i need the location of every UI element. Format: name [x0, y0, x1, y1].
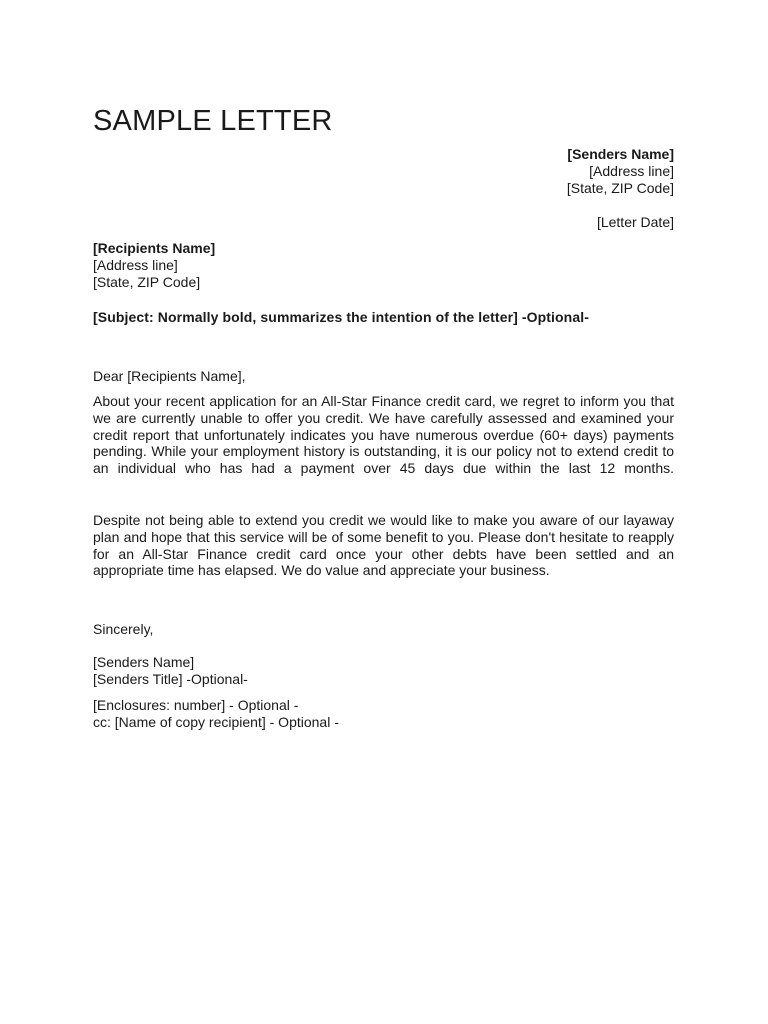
signature-title: [Senders Title] -Optional-	[93, 671, 248, 687]
recipient-state-zip: [State, ZIP Code]	[93, 274, 201, 290]
recipient-address-line: [Address line]	[93, 257, 178, 273]
signature-block	[93, 654, 248, 688]
document-title: SAMPLE LETTER	[93, 105, 333, 137]
enclosures-line: [Enclosures: number] - Optional -	[93, 697, 299, 713]
greeting: Dear [Recipients Name],	[93, 368, 246, 384]
body-paragraph-1: About your recent application for an All-Star Finance credit card, we regret to inform you that we are currently unable to offer you credit. We have carefully assessed and examined your credit report that unfortunately indicates you have numerous overdue (60+ days) payments pending. While your employment history is outstanding, it is our policy not to extend credit to an individual who has had a payment over 45 days due within the last 12 months.	[93, 393, 674, 477]
letter-page	[93, 0, 674, 1024]
enclosures-block	[93, 697, 339, 731]
body-paragraph-2: Despite not being able to extend you credit we would like to make you aware of our layaway plan and hope that this service will be of some benefit to you. Please don't hesitate to reapply for an All-Star Finance credit card once your other debts have been settled and an appropriate time has elapsed. We do value and appreciate your business.	[93, 512, 674, 579]
recipient-name: [Recipients Name]	[93, 240, 216, 256]
sender-address-line: [Address line]	[589, 163, 674, 179]
subject-line: [Subject: Normally bold, summarizes the intention of the letter] -Optional-	[93, 309, 589, 325]
signature-name: [Senders Name]	[93, 654, 195, 670]
sender-block	[567, 146, 674, 197]
sender-state-zip: [State, ZIP Code]	[566, 180, 674, 196]
sender-name: [Senders Name]	[567, 146, 674, 162]
letter-date: [Letter Date]	[596, 214, 674, 230]
closing: Sincerely,	[93, 621, 154, 637]
cc-line: cc: [Name of copy recipient] - Optional -	[93, 714, 339, 730]
recipient-block	[93, 240, 215, 291]
